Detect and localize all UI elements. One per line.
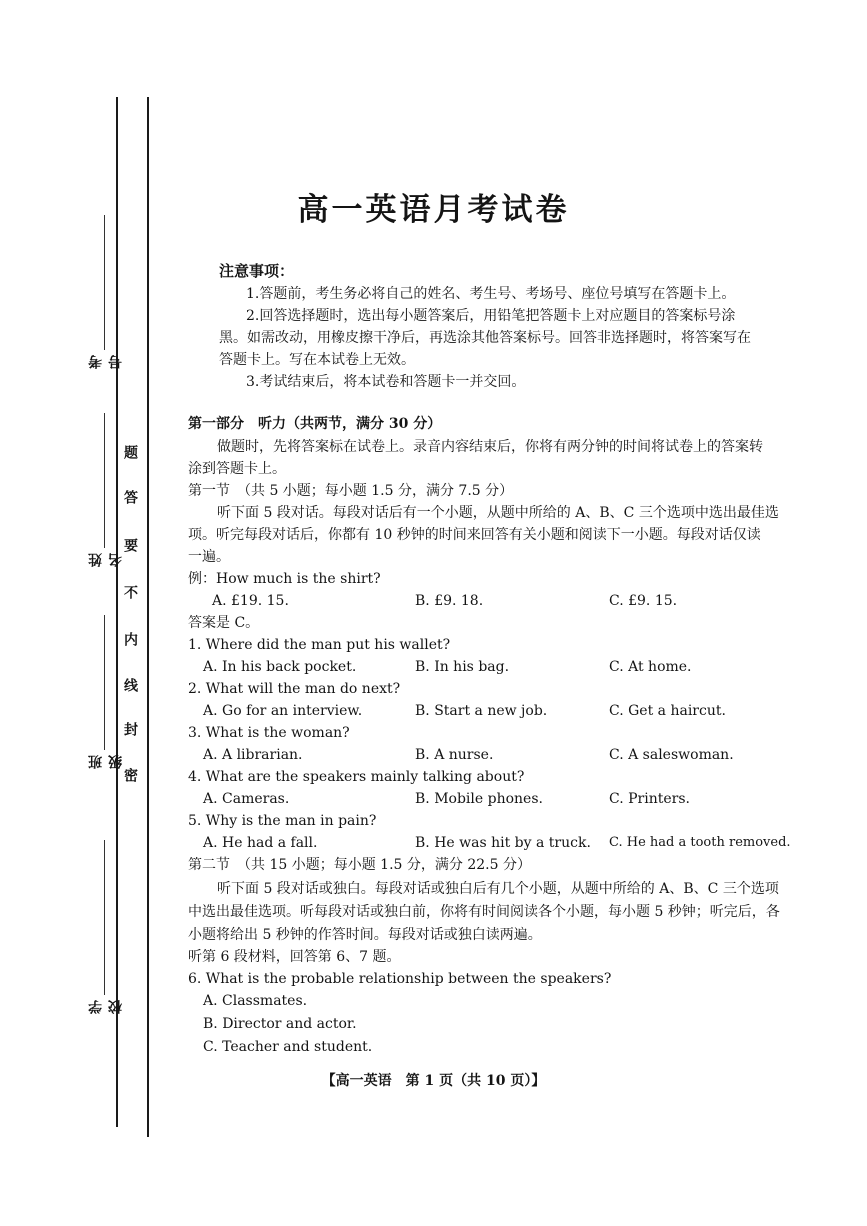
notice-line: 3.考试结束后，将本试卷和答题卡一并交回。 xyxy=(246,374,526,390)
page-footer: 【高一英语 第 1 页（共 10 页）】 xyxy=(321,1073,546,1089)
section2-intro: 听下面 5 段对话或独白。每段对话或独白后有几个小题，从题中所给的 A、B、C 三个选项 xyxy=(217,881,779,897)
seal-char: 封 xyxy=(122,722,138,736)
section1-intro: 项。听完每段对话后，你都有 10 秒钟的时间来回答有关小题和阅读下一小题。每段对话仅读 xyxy=(188,527,761,543)
material-instruction: 听第 6 段材料，回答第 6、7 题。 xyxy=(188,949,401,965)
seal-char: 内 xyxy=(122,632,138,646)
exam-number-label: 考号 xyxy=(88,355,124,369)
question-4: 4. What are the speakers mainly talking about? xyxy=(188,769,525,785)
example-question: 例：How much is the shirt? xyxy=(188,571,381,587)
example-answer: 答案是 C。 xyxy=(188,615,260,631)
q3-option-c[interactable]: C. A saleswoman. xyxy=(609,747,734,763)
school-blank xyxy=(104,840,105,995)
q2-option-b[interactable]: B. Start a new job. xyxy=(415,703,548,719)
q1-option-c[interactable]: C. At home. xyxy=(609,659,692,675)
example-option-a: A. £19. 15. xyxy=(212,593,289,609)
class-blank xyxy=(104,615,105,750)
section2-intro: 中选出最佳选项。听每段对话或独白前，你将有时间阅读各个小题，每小题 5 秒钟；听完后，各 xyxy=(188,904,780,920)
seal-char: 线 xyxy=(122,678,138,692)
question-3: 3. What is the woman? xyxy=(188,725,350,741)
seal-char: 密 xyxy=(122,768,138,782)
question-1: 1. Where did the man put his wallet? xyxy=(188,637,451,653)
part1-heading: 第一部分 听力（共两节，满分 30 分） xyxy=(188,416,442,432)
q4-option-b[interactable]: B. Mobile phones. xyxy=(415,791,543,807)
q6-option-a[interactable]: A. Classmates. xyxy=(203,993,308,1009)
q3-option-b[interactable]: B. A nurse. xyxy=(415,747,494,763)
q4-option-c[interactable]: C. Printers. xyxy=(609,791,690,807)
seal-char: 答 xyxy=(122,490,138,504)
q2-option-a[interactable]: A. Go for an interview. xyxy=(203,703,363,719)
q5-option-c[interactable]: C. He had a tooth removed. xyxy=(609,835,791,850)
section2-intro: 小题将给出 5 秒钟的作答时间。每段对话或独白读两遍。 xyxy=(188,927,542,943)
q5-option-b[interactable]: B. He was hit by a truck. xyxy=(415,835,591,851)
school-label: 学校 xyxy=(88,1000,124,1014)
seal-char: 不 xyxy=(122,585,138,599)
question-6: 6. What is the probable relationship between the speakers? xyxy=(188,971,612,987)
part1-intro: 涂到答题卡上。 xyxy=(188,461,286,477)
exam-number-blank xyxy=(104,215,105,350)
section1-intro: 一遍。 xyxy=(188,549,230,565)
name-blank xyxy=(104,413,105,548)
seal-char: 题 xyxy=(122,445,138,459)
notice-line: 1.答题前，考生务必将自己的姓名、考生号、考场号、座位号填写在答题卡上。 xyxy=(246,286,736,302)
notice-line: 答题卡上。写在本试卷上无效。 xyxy=(219,352,415,368)
section2-heading: 第二节 （共 15 小题；每小题 1.5 分，满分 22.5 分） xyxy=(188,857,531,873)
name-label: 姓名 xyxy=(88,553,124,567)
q4-option-a[interactable]: A. Cameras. xyxy=(203,791,290,807)
example-option-c: C. £9. 15. xyxy=(609,593,678,609)
question-5: 5. Why is the man in pain? xyxy=(188,813,377,829)
example-option-b: B. £9. 18. xyxy=(415,593,484,609)
class-label: 班级 xyxy=(88,755,124,769)
notice-line: 2.回答选择题时，选出每小题答案后，用铅笔把答题卡上对应题目的答案标号涂 xyxy=(246,308,736,324)
q2-option-c[interactable]: C. Get a haircut. xyxy=(609,703,726,719)
q1-option-b[interactable]: B. In his bag. xyxy=(415,659,510,675)
notice-line: 黑。如需改动，用橡皮擦干净后，再选涂其他答案标号。回答非选择题时，将答案写在 xyxy=(219,330,751,346)
seal-char: 要 xyxy=(122,538,138,552)
binding-line-inner xyxy=(147,97,149,1137)
part1-intro: 做题时，先将答案标在试卷上。录音内容结束后，你将有两分钟的时间将试卷上的答案转 xyxy=(217,439,763,455)
section1-intro: 听下面 5 段对话。每段对话后有一个小题，从题中所给的 A、B、C 三个选项中选出最佳选 xyxy=(217,505,779,521)
q6-option-c[interactable]: C. Teacher and student. xyxy=(203,1039,373,1055)
q3-option-a[interactable]: A. A librarian. xyxy=(203,747,303,763)
notice-heading: 注意事项： xyxy=(219,262,295,280)
section1-heading: 第一节 （共 5 小题；每小题 1.5 分，满分 7.5 分） xyxy=(188,483,514,499)
q5-option-a[interactable]: A. He had a fall. xyxy=(203,835,318,851)
q1-option-a[interactable]: A. In his back pocket. xyxy=(203,659,357,675)
question-2: 2. What will the man do next? xyxy=(188,681,401,697)
q6-option-b[interactable]: B. Director and actor. xyxy=(203,1016,357,1032)
page-title: 高一英语月考试卷 xyxy=(297,192,570,228)
binding-line-outer xyxy=(116,97,118,1127)
